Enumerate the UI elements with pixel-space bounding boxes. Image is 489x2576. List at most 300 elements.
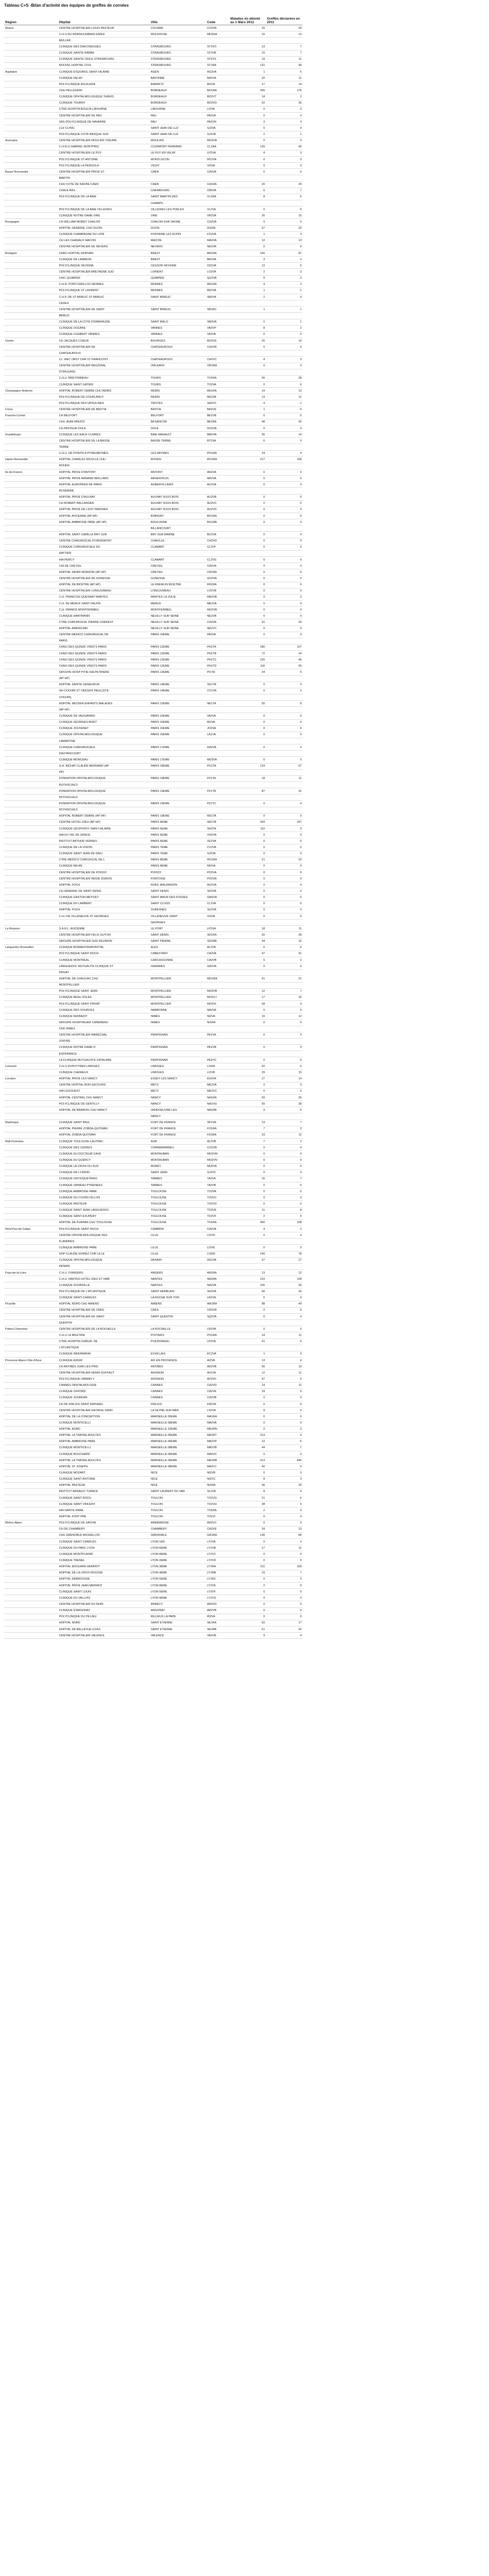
hospital-cell: CLINIQUE NOTRE DAME D' xyxy=(58,1044,150,1050)
city-cell: TOULOUSE xyxy=(150,1219,206,1226)
code-cell: PO1RA xyxy=(206,450,229,456)
city-cell: BOULOGNE xyxy=(150,519,206,526)
city-cell: CAEN xyxy=(150,181,206,188)
region-cell xyxy=(4,813,58,819)
table-body xyxy=(4,25,303,1639)
code-cell: VE2VA xyxy=(206,838,229,844)
region-cell xyxy=(4,482,58,488)
city-cell: MOULINS xyxy=(150,138,206,144)
hospital-cell: CLINIQUE D'ARGONAY xyxy=(58,1607,150,1614)
region-cell xyxy=(4,757,58,763)
table-row xyxy=(4,869,303,875)
city-cell: STRASBOURG xyxy=(150,44,206,50)
city-cell: PARIS 19EME xyxy=(150,788,206,794)
table-row xyxy=(4,782,303,788)
region-cell: Nord-Pas-de-Calais xyxy=(4,1226,58,1232)
hospital-cell: ESPERANCE xyxy=(58,1051,150,1057)
patients-cell: 0 xyxy=(229,600,266,606)
patients-cell: 0 xyxy=(229,963,266,970)
grafts-cell: 0 xyxy=(266,1464,303,1470)
table-row xyxy=(4,169,303,175)
patients-cell: 2 xyxy=(229,269,266,275)
region-cell: Centre xyxy=(4,338,58,344)
patients-cell: 48 xyxy=(229,419,266,425)
region-cell xyxy=(4,56,58,62)
hospital-cell: CLINIQUE BONNEFON/MONTTAL xyxy=(58,944,150,951)
region-cell xyxy=(4,1376,58,1382)
code-cell: PE2VB xyxy=(206,1044,229,1050)
table-row xyxy=(4,1620,303,1626)
city-cell: ECHILLAIS xyxy=(150,1351,206,1357)
city-cell: MONTAUBAN xyxy=(150,1157,206,1163)
city-cell: NANTES xyxy=(150,1276,206,1282)
patients-cell: 21 xyxy=(229,1495,266,1501)
city-cell: PARIS 5EME xyxy=(150,826,206,832)
region-cell xyxy=(4,932,58,938)
table-row xyxy=(4,287,303,294)
region-cell xyxy=(4,1189,58,1195)
code-cell: CA2VA xyxy=(206,951,229,957)
hospital-cell: CLINIQUE TOURNY xyxy=(58,100,150,106)
city-cell: NIMES xyxy=(150,1013,206,1020)
patients-cell: 72 xyxy=(229,651,266,657)
patients-cell xyxy=(229,444,266,450)
region-cell xyxy=(4,313,58,319)
patients-cell: 0 xyxy=(229,1551,266,1557)
hospital-cell: CHATEAUROUX xyxy=(58,350,150,357)
region-cell xyxy=(4,1464,58,1470)
code-cell: SB1RC xyxy=(206,307,229,313)
patients-cell: 0 xyxy=(229,1607,266,1614)
region-cell xyxy=(4,913,58,919)
patients-cell: 0 xyxy=(229,1082,266,1088)
patients-cell: 0 xyxy=(229,688,266,694)
grafts-cell xyxy=(266,1051,303,1057)
patients-cell: 140 xyxy=(229,1251,266,1257)
code-cell: CR1RA xyxy=(206,569,229,575)
grafts-cell: 86 xyxy=(266,1532,303,1538)
patients-cell: 160 xyxy=(229,250,266,257)
code-cell: NI1RA xyxy=(206,1020,229,1026)
code-cell: VA2VA xyxy=(206,713,229,719)
city-cell: CARCASSONNE xyxy=(150,957,206,963)
city-cell: CAEN xyxy=(150,169,206,175)
grafts-cell xyxy=(266,369,303,375)
patients-cell: 0 xyxy=(229,907,266,913)
patients-cell: 1 xyxy=(229,287,266,294)
region-cell xyxy=(4,419,58,425)
table-row xyxy=(4,44,303,50)
hospital-cell: CLINIQUE CHUBERT VANNES xyxy=(58,331,150,337)
patients-cell: 0 xyxy=(229,913,266,919)
grafts-cell: 2 xyxy=(266,1226,303,1232)
city-cell: SAINT HERBLAIN xyxy=(150,1289,206,1295)
grafts-cell: 3 xyxy=(266,275,303,281)
grafts-cell xyxy=(266,350,303,357)
code-cell: SD1RB xyxy=(206,938,229,944)
table-row xyxy=(4,294,303,300)
grafts-cell: 0 xyxy=(266,682,303,688)
table-row xyxy=(4,1470,303,1476)
grafts-cell: 29 xyxy=(266,25,303,31)
region-cell: Rhône-Alpes xyxy=(4,1520,58,1526)
city-cell: QUIMPER xyxy=(150,275,206,281)
region-cell xyxy=(4,1432,58,1438)
patients-cell: 13 xyxy=(229,1120,266,1126)
city-cell: PARIS 16EME xyxy=(150,725,206,732)
table-row xyxy=(4,1539,303,1545)
table-row xyxy=(4,1063,303,1070)
city-cell: BORDEAUX xyxy=(150,88,206,94)
region-cell xyxy=(4,1176,58,1182)
city-cell: LYON 5EME xyxy=(150,1589,206,1595)
grafts-cell: 0 xyxy=(266,632,303,638)
grafts-cell: 0 xyxy=(266,913,303,919)
patients-cell xyxy=(229,970,266,976)
city-cell: LIMOGES xyxy=(150,1070,206,1076)
city-cell: BILLANCOURT xyxy=(150,526,206,532)
patients-cell xyxy=(229,463,266,469)
patients-cell: 13 xyxy=(229,263,266,269)
patients-cell: 0 xyxy=(229,331,266,337)
hospital-cell: HOPITAL DE CHAULIAC CHU xyxy=(58,976,150,982)
table-row xyxy=(4,1338,303,1345)
region-cell xyxy=(4,238,58,244)
region-cell xyxy=(4,569,58,575)
city-cell: PERPIGNAN xyxy=(150,1044,206,1050)
city-cell: PONTOISE xyxy=(150,876,206,882)
table-row xyxy=(4,144,303,150)
region-cell xyxy=(4,1438,58,1445)
grafts-cell: 0 xyxy=(266,1607,303,1614)
city-cell: LILLE xyxy=(150,1232,206,1239)
patients-cell: 314 xyxy=(229,1432,266,1438)
hospital-cell: CLINIQUE OPHTALMOLOGIQUE THIERS xyxy=(58,94,150,100)
grafts-cell: 0 xyxy=(266,588,303,594)
hospital-cell: CLINIQUE DE LA COTE D'EMERAUDE xyxy=(58,319,150,325)
grafts-cell: 0 xyxy=(266,1420,303,1426)
region-cell xyxy=(4,970,58,976)
region-cell xyxy=(4,1607,58,1614)
grafts-cell: 15 xyxy=(266,213,303,219)
patients-cell: 2 xyxy=(229,131,266,138)
grafts-cell: 0 xyxy=(266,901,303,907)
table-row xyxy=(4,375,303,381)
table-row xyxy=(4,1432,303,1438)
hospital-cell: CHU JEAN MINJOZ xyxy=(58,419,150,425)
patients-cell: 0 xyxy=(229,1044,266,1050)
code-cell xyxy=(206,1345,229,1351)
patients-cell: 55 xyxy=(229,375,266,381)
region-cell xyxy=(4,1445,58,1451)
city-cell: LYON 4EME xyxy=(150,1570,206,1576)
grafts-cell: 16 xyxy=(266,994,303,1001)
code-cell: LY2VB xyxy=(206,1545,229,1551)
hospital-cell: CLINIQUE SAINTE ODILE STRASBOURG xyxy=(58,56,150,62)
region-cell xyxy=(4,163,58,169)
table-row xyxy=(4,476,303,482)
city-cell: SAINT DENIS xyxy=(150,932,206,938)
hospital-cell: CLINIQUE DES SOURCES xyxy=(58,1007,150,1013)
grafts-cell: 31 xyxy=(266,951,303,957)
table-row xyxy=(4,738,303,744)
code-cell xyxy=(206,982,229,988)
hospital-cell: CLINIQUE DE LAMBEZE xyxy=(58,257,150,263)
region-cell xyxy=(4,1564,58,1570)
city-cell: CANNES xyxy=(150,1382,206,1388)
hospital-cell: CLINIQUE DES DIACONESSES xyxy=(58,44,150,50)
table-row xyxy=(4,1032,303,1038)
grafts-cell: 8 xyxy=(266,1207,303,1213)
patients-cell: 0 xyxy=(229,207,266,213)
table-row xyxy=(4,257,303,263)
city-cell: CAMBRAI xyxy=(150,1226,206,1232)
hospital-cell: POLYCLINIQUE DE LA BAIE VILLEDIEU xyxy=(58,207,150,213)
table-title: Tableau C+S -Bilan d'activité des équipes de greffes de cornées xyxy=(4,3,129,8)
region-cell xyxy=(4,1113,58,1120)
code-cell xyxy=(206,313,229,319)
grafts-cell: 7 xyxy=(266,1120,303,1126)
hospital-cell: CH DE FREJUS SAINT RAPHAEL xyxy=(58,1401,150,1407)
table-row xyxy=(4,801,303,807)
code-cell: CH2VB xyxy=(206,344,229,350)
region-cell xyxy=(4,1107,58,1113)
region-cell xyxy=(4,876,58,882)
hospital-cell: CLINIQUE KENNEDY xyxy=(58,1013,150,1020)
patients-cell: 136 xyxy=(229,1532,266,1538)
hospital-cell: CH ANTIBES JUAN LES PINS xyxy=(58,1364,150,1370)
code-cell xyxy=(206,1263,229,1269)
grafts-cell: 0 xyxy=(266,594,303,600)
region-cell: Bretagne xyxy=(4,250,58,257)
grafts-cell: 0 xyxy=(266,506,303,513)
code-cell: MA1RB xyxy=(206,1458,229,1464)
grafts-cell: 4 xyxy=(266,1357,303,1363)
patients-cell: 0 xyxy=(229,801,266,807)
code-cell: AU2VA xyxy=(206,482,229,488)
table-row xyxy=(4,1001,303,1007)
city-cell: MONTAUBAN xyxy=(150,1151,206,1157)
grafts-cell: 0 xyxy=(266,476,303,482)
table-row xyxy=(4,1307,303,1313)
hospital-cell: FONDATION OPHTALMOLOGIQUE xyxy=(58,801,150,807)
hospital-cell: CENTRE HOSPITALIER DU RHIN xyxy=(58,1601,150,1607)
code-cell: LI2VB xyxy=(206,1070,229,1076)
patients-cell: 19 xyxy=(229,1570,266,1576)
code-cell: AV2VA xyxy=(206,1370,229,1376)
hospital-cell: CLINIQUE HARTMANN xyxy=(58,613,150,619)
table-row xyxy=(4,920,303,926)
code-cell xyxy=(206,38,229,44)
table-row xyxy=(4,69,303,75)
region-cell xyxy=(4,144,58,150)
grafts-cell: 26 xyxy=(266,1282,303,1289)
table-row xyxy=(4,819,303,825)
code-cell: MO2VA xyxy=(206,757,229,763)
code-cell: NE2VB xyxy=(206,613,229,619)
city-cell xyxy=(150,300,206,307)
region-cell xyxy=(4,801,58,807)
city-cell: ANNEMASSE xyxy=(150,1520,206,1526)
code-cell: FD1RA xyxy=(206,1132,229,1138)
hospital-cell: CLINIQUE SAINT-EXUPERY xyxy=(58,1213,150,1219)
grafts-cell: 20 xyxy=(266,225,303,231)
grafts-cell: 87 xyxy=(266,250,303,257)
table-row xyxy=(4,1551,303,1557)
grafts-cell: 11 xyxy=(266,1332,303,1338)
grafts-cell: 0 xyxy=(266,294,303,300)
city-cell: TARBES xyxy=(150,1182,206,1189)
grafts-cell: 0 xyxy=(266,813,303,819)
hospital-cell: PARIS xyxy=(58,638,150,644)
patients-cell: 88 xyxy=(229,1301,266,1307)
patients-cell: 9 xyxy=(229,1633,266,1639)
grafts-cell: 0 xyxy=(266,844,303,851)
region-cell xyxy=(4,1332,58,1338)
patients-cell: 0 xyxy=(229,632,266,638)
patients-cell: 0 xyxy=(229,1539,266,1545)
region-cell xyxy=(4,1626,58,1633)
table-row xyxy=(4,732,303,738)
hospital-cell: POLYCLINIQUE DES URSULINES xyxy=(58,400,150,406)
table-row xyxy=(4,1226,303,1232)
region-cell xyxy=(4,375,58,381)
patients-cell: 0 xyxy=(229,1601,266,1607)
region-cell xyxy=(4,506,58,513)
grafts-cell: 0 xyxy=(266,244,303,250)
grafts-cell: 0 xyxy=(266,1395,303,1401)
region-cell: Provence-Alpes-Côte-d'Azur xyxy=(4,1357,58,1363)
patients-cell: 0 xyxy=(229,569,266,575)
code-cell: PH1TB xyxy=(206,651,229,657)
hospital-cell: CLINIQUE LA CROIX DU SUD xyxy=(58,1163,150,1170)
region-cell xyxy=(4,369,58,375)
grafts-cell: 0 xyxy=(266,744,303,751)
city-cell xyxy=(150,1051,206,1057)
table-row xyxy=(4,1520,303,1526)
grafts-cell: 0 xyxy=(266,1057,303,1063)
city-cell: MONTPELLIER xyxy=(150,988,206,994)
table-row xyxy=(4,744,303,751)
grafts-cell: 0 xyxy=(266,688,303,694)
grafts-cell: 0 xyxy=(266,469,303,475)
code-cell: NA1RA xyxy=(206,1276,229,1282)
code-cell: AN2VA xyxy=(206,469,229,475)
table-row xyxy=(4,300,303,307)
hospital-cell: CLINIQUE JOURDAN xyxy=(58,1395,150,1401)
table-row xyxy=(4,1438,303,1445)
patients-cell: 15 xyxy=(229,50,266,56)
city-cell: SAINT MAUR DES FOSSES xyxy=(150,894,206,901)
code-cell: MA2VJ xyxy=(206,1464,229,1470)
code-cell: GA2VA xyxy=(206,963,229,970)
patients-cell: 2 xyxy=(229,1507,266,1514)
patients-cell xyxy=(229,488,266,494)
table-row xyxy=(4,369,303,375)
hospital-cell: C.H.U LA MILETRIE xyxy=(58,1332,150,1338)
code-cell: ME2VA xyxy=(206,1082,229,1088)
table-row xyxy=(4,1139,303,1145)
city-cell: PARIS 12EME xyxy=(150,657,206,663)
code-cell: AV2VD xyxy=(206,1376,229,1382)
hospital-cell: CLINIQUE DU LAMBERT xyxy=(58,901,150,907)
table-row xyxy=(4,882,303,888)
table-row xyxy=(4,1570,303,1576)
grafts-cell: 0 xyxy=(266,344,303,350)
patients-cell: 0 xyxy=(229,594,266,600)
code-cell: CL2VG xyxy=(206,556,229,563)
region-cell xyxy=(4,450,58,456)
region-cell xyxy=(4,1583,58,1589)
patients-cell: 20 xyxy=(229,932,266,938)
hospital-cell: CLINIQUE OCEANE xyxy=(58,325,150,331)
code-cell: NI1RA xyxy=(206,1482,229,1488)
city-cell: NEUILLY SUR SEINE xyxy=(150,625,206,632)
city-cell: DIJON xyxy=(150,225,206,231)
grafts-cell: 5 xyxy=(266,1063,303,1070)
city-cell: BAYONNE xyxy=(150,75,206,81)
grafts-cell: 39 xyxy=(266,1095,303,1101)
region-cell xyxy=(4,125,58,131)
patients-cell: 61 xyxy=(229,1626,266,1633)
code-cell xyxy=(206,526,229,532)
region-cell xyxy=(4,1507,58,1514)
city-cell: SAINT ETIENNE xyxy=(150,1626,206,1633)
code-cell: MU2VA xyxy=(206,1163,229,1170)
region-cell xyxy=(4,1289,58,1295)
region-cell xyxy=(4,394,58,400)
code-cell: PA2VA xyxy=(206,112,229,118)
code-cell: CA2VD xyxy=(206,1382,229,1388)
table-row xyxy=(4,1482,303,1488)
city-cell: BRY SUR MARNE xyxy=(150,532,206,538)
grafts-cell: 13 xyxy=(266,1526,303,1532)
code-cell: PH1TA xyxy=(206,644,229,650)
table-row xyxy=(4,632,303,638)
city-cell: MARSEILLE 06EME xyxy=(150,1438,206,1445)
patients-cell: 0 xyxy=(229,1589,266,1595)
grafts-cell xyxy=(266,488,303,494)
hospital-cell: CENTRE HOSPITALIER DE SAINT xyxy=(58,1313,150,1319)
table-row xyxy=(4,1532,303,1538)
patients-cell: 28 xyxy=(229,1001,266,1007)
code-cell: RU2VA xyxy=(206,882,229,888)
patients-cell: 0 xyxy=(229,363,266,369)
hospital-cell: CENTRE HOTEL-DIEU (AP HP) xyxy=(58,819,150,825)
grafts-cell: 13 xyxy=(266,388,303,394)
hospital-cell: CENTRE HOSPITALIER FELIX GUYON xyxy=(58,932,150,938)
grafts-cell: 6 xyxy=(266,1107,303,1113)
patients-cell: 0 xyxy=(229,1032,266,1038)
region-cell xyxy=(4,1032,58,1038)
patients-cell: 17 xyxy=(229,994,266,1001)
code-cell xyxy=(206,794,229,801)
city-cell xyxy=(150,782,206,788)
city-cell: CHAVILLE xyxy=(150,538,206,544)
grafts-cell xyxy=(266,1113,303,1120)
hospital-cell: POLYCLINIQUE DE COURLANCY xyxy=(58,394,150,400)
patients-cell: 41 xyxy=(229,1338,266,1345)
city-cell: VILLEDIEU LES POELES xyxy=(150,207,206,213)
city-cell: TOULON xyxy=(150,1495,206,1501)
region-cell xyxy=(4,744,58,751)
code-cell xyxy=(206,920,229,926)
city-cell: BREST xyxy=(150,257,206,263)
patients-cell: 0 xyxy=(229,713,266,719)
region-cell xyxy=(4,1239,58,1245)
region-cell xyxy=(4,638,58,644)
hospital-cell: L'ATLANTIQUE xyxy=(58,1345,150,1351)
